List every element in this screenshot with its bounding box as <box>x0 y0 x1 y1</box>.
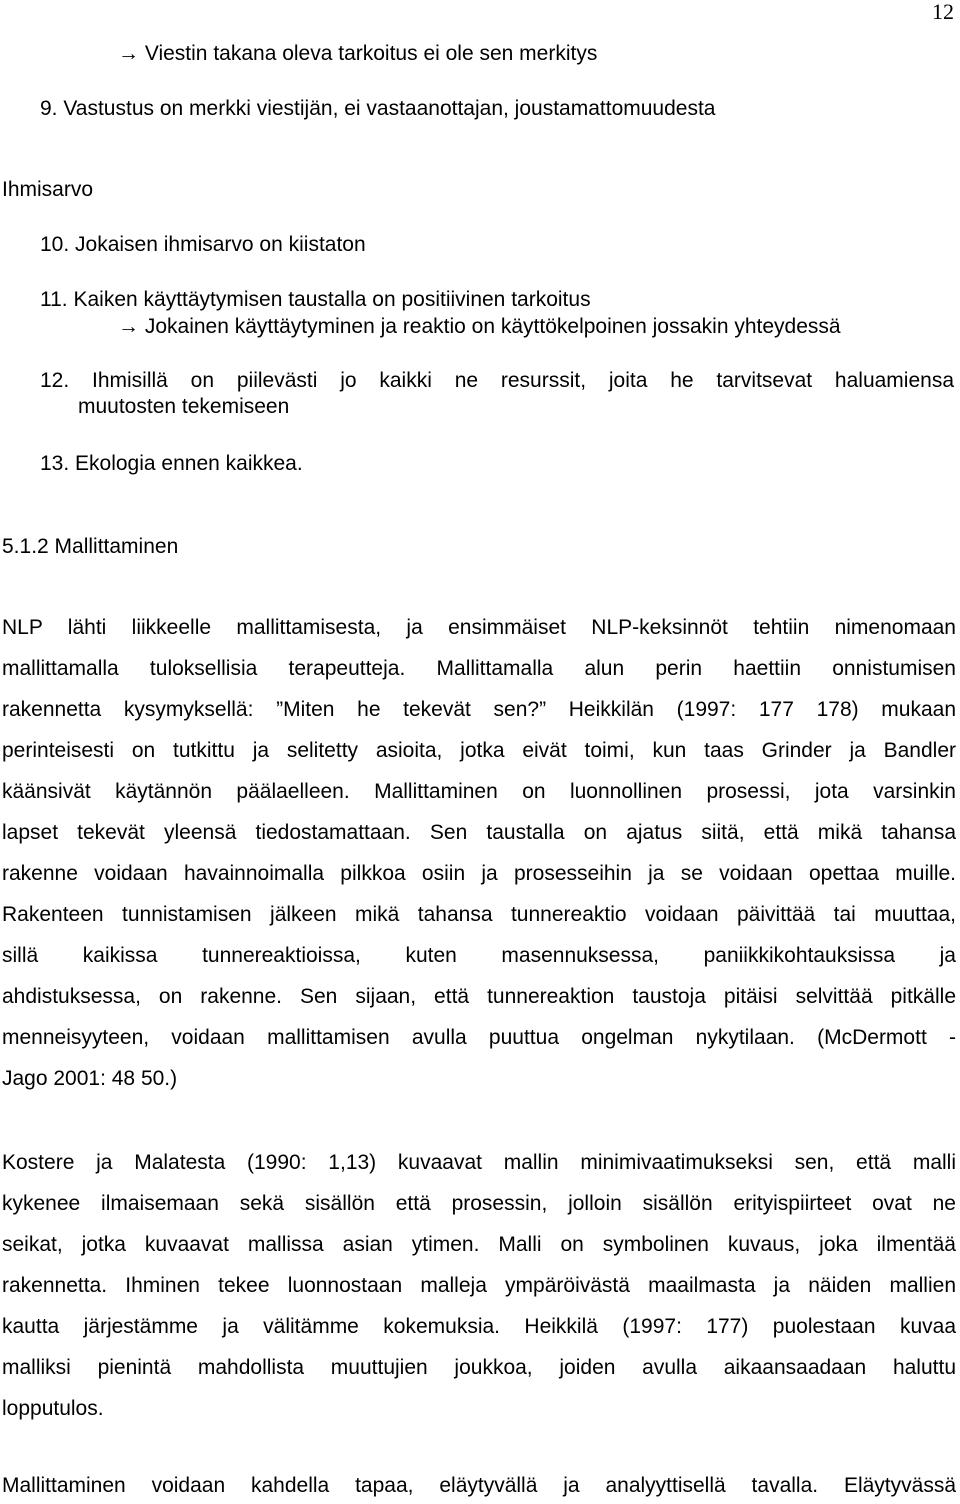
paragraph-line: malliksi pienintä mahdollista muuttujien joukkoa, joiden avulla aikaansaadaan haluttu <box>2 1356 956 1379</box>
paragraph-line: perinteisesti on tutkittu ja selitetty asioita, jotka eivät toimi, kun taas Grinder ja Bandler <box>2 739 956 762</box>
paragraph-line: mallittamalla tuloksellisia terapeutteja. Mallittamalla alun perin haettiin onnistumisen <box>2 657 956 680</box>
list-item-13: 13. Ekologia ennen kaikkea. <box>40 452 303 475</box>
paragraph-line: Kostere ja Malatesta (1990: 1,13) kuvaavat mallin minimivaatimukseksi sen, että malli <box>2 1151 956 1174</box>
paragraph-line: sillä kaikissa tunnereaktioissa, kuten masennuksessa, paniikkikohtauksissa ja <box>2 944 956 967</box>
paragraph-line: rakenne voidaan havainnoimalla pilkkoa osiin ja prosesseihin ja se voidaan opettaa muille. <box>2 862 956 885</box>
list-item-12-line-1: 12. Ihmisillä on piilevästi jo kaikki ne resurssit, joita he tarvitsevat haluamiensa <box>40 369 954 392</box>
list-item-12-line-2: muutosten tekemiseen <box>78 395 290 418</box>
paragraph-line: käänsivät käytännön päälaelleen. Mallittaminen on luonnollinen prosessi, jota varsinkin <box>2 780 956 803</box>
paragraph-line: menneisyyteen, voidaan mallittamisen avulla puuttua ongelman nykytilaan. (McDermott - <box>2 1026 956 1049</box>
paragraph-line: rakennetta. Ihminen tekee luonnostaan malleja ympäröivästä maailmasta ja näiden mallien <box>2 1274 956 1297</box>
list-item-9: 9. Vastustus on merkki viestijän, ei vastaanottajan, joustamattomuudesta <box>40 97 716 120</box>
paragraph-line: Rakenteen tunnistamisen jälkeen mikä tahansa tunnereaktio voidaan päivittää tai muuttaa, <box>2 903 956 926</box>
paragraph-line: kautta järjestämme ja välitämme kokemuksia. Heikkilä (1997: 177) puolestaan kuvaa <box>2 1315 956 1338</box>
subheading-ihmisarvo: Ihmisarvo <box>2 178 94 201</box>
paragraph-line: Mallittaminen voidaan kahdella tapaa, eläytyvällä ja analyyttisellä tavalla. Eläytyvässä <box>2 1474 956 1497</box>
section-heading: 5.1.2 Mallittaminen <box>2 535 179 558</box>
arrow-line-purpose: → Viestin takana oleva tarkoitus ei ole sen merkitys <box>118 42 598 65</box>
list-item-10: 10. Jokaisen ihmisarvo on kiistaton <box>40 233 366 256</box>
arrow-line-behaviour: → Jokainen käyttäytyminen ja reaktio on käyttökelpoinen jossakin yhteydessä <box>118 315 841 338</box>
paragraph-line: lopputulos. <box>2 1397 104 1420</box>
paragraph-line: seikat, jotka kuvaavat mallissa asian ytimen. Malli on symbolinen kuvaus, joka ilmentää <box>2 1233 956 1256</box>
paragraph-line: NLP lähti liikkeelle mallittamisesta, ja ensimmäiset NLP-keksinnöt tehtiin nimenomaan <box>2 616 956 639</box>
paragraph-line: ahdistuksessa, on rakenne. Sen sijaan, että tunnereaktion taustoja pitäisi selvittää pitkälle <box>2 985 956 1008</box>
paragraph-line: Jago 2001: 48 50.) <box>2 1067 178 1090</box>
page-number: 12 <box>932 0 954 24</box>
list-item-12 <box>40 368 954 420</box>
list-item-11: 11. Kaiken käyttäytymisen taustalla on positiivinen tarkoitus <box>40 288 591 311</box>
paragraph-line: rakennetta kysymyksellä: ”Miten he tekevät sen?” Heikkilän (1997: 177 178) mukaan <box>2 698 956 721</box>
paragraph-line: lapset tekevät yleensä tiedostamattaan. Sen taustalla on ajatus siitä, että mikä tahansa <box>2 821 956 844</box>
paragraph-line: kykenee ilmaisemaan sekä sisällön että prosessin, jolloin sisällön erityispiirteet ovat ne <box>2 1192 956 1215</box>
